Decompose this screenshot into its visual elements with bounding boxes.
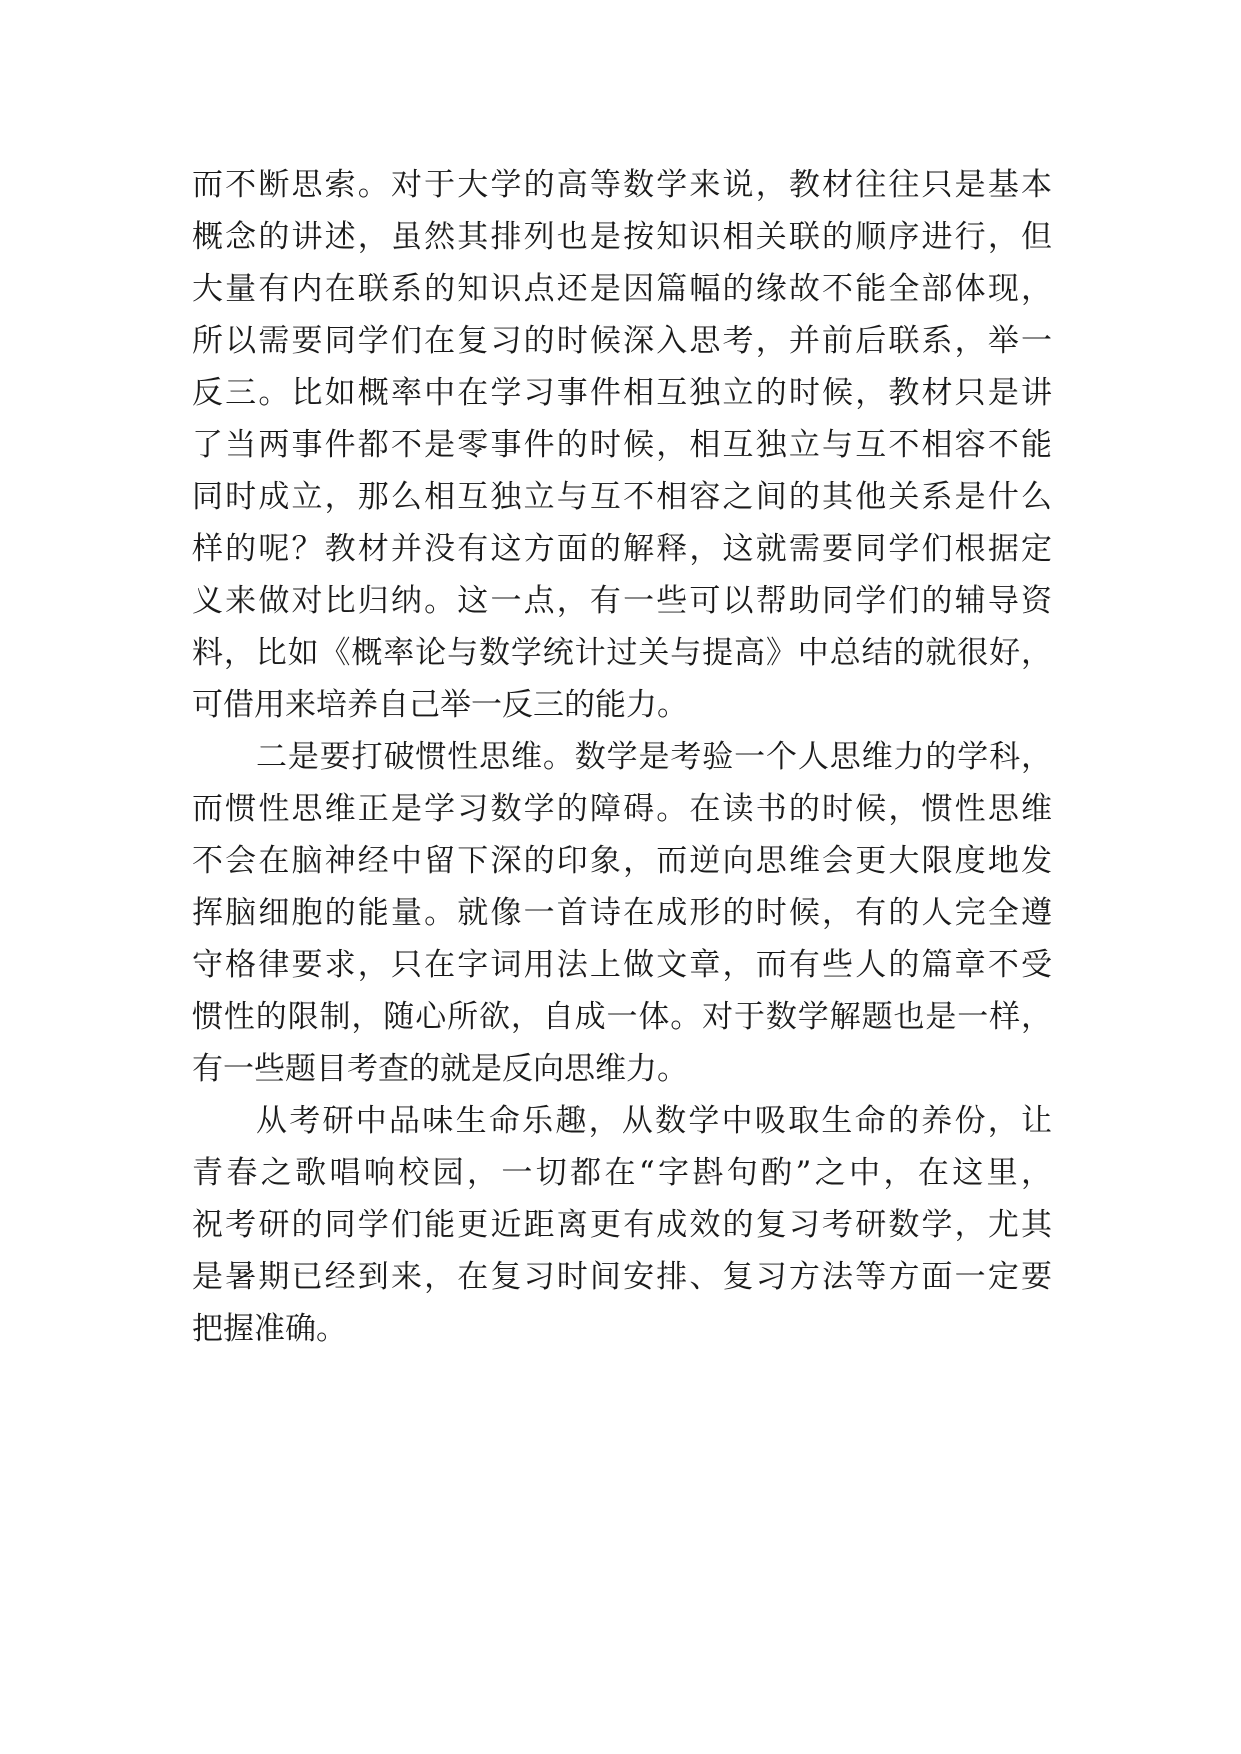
paragraph-2 — [192, 731, 1052, 1095]
text-line: 有一些题目考查的就是反向思维力。 — [192, 1051, 688, 1087]
text-line: 料，比如《概率论与数学统计过关与提高》中总结的就很好， — [192, 635, 1052, 671]
text-line: 了当两事件都不是零事件的时候，相互独立与互不相容不能 — [192, 427, 1052, 463]
text-line: 概念的讲述，虽然其排列也是按知识相关联的顺序进行，但 — [192, 219, 1052, 255]
text-line: 同时成立，那么相互独立与互不相容之间的其他关系是什么 — [192, 479, 1052, 515]
text-line: 反三。比如概率中在学习事件相互独立的时候，教材只是讲 — [192, 375, 1052, 411]
text-line: 样的呢？教材并没有这方面的解释，这就需要同学们根据定 — [192, 531, 1052, 567]
text-line: 守格律要求，只在字词用法上做文章，而有些人的篇章不受 — [192, 947, 1052, 983]
text-line: 义来做对比归纳。这一点，有一些可以帮助同学们的辅导资 — [192, 583, 1052, 619]
text-line: 而惯性思维正是学习数学的障碍。在读书的时候，惯性思维 — [192, 791, 1052, 827]
text-line: 祝考研的同学们能更近距离更有成效的复习考研数学，尤其 — [192, 1207, 1052, 1243]
text-line: 把握准确。 — [192, 1311, 347, 1347]
paragraph-3 — [192, 1095, 1052, 1355]
text-line: 大量有内在联系的知识点还是因篇幅的缘故不能全部体现， — [192, 271, 1052, 307]
text-line: 惯性的限制，随心所欲，自成一体。对于数学解题也是一样， — [192, 999, 1052, 1035]
text-line: 所以需要同学们在复习的时候深入思考，并前后联系，举一 — [192, 323, 1052, 359]
text-line: 二是要打破惯性思维。数学是考验一个人思维力的学科， — [256, 739, 1052, 775]
text-line: 青春之歌唱响校园，一切都在“字斟句酌”之中，在这里， — [192, 1155, 1052, 1191]
text-line: 可借用来培养自己举一反三的能力。 — [192, 687, 688, 723]
document-body — [192, 159, 1052, 1355]
text-line: 不会在脑神经中留下深的印象，而逆向思维会更大限度地发 — [192, 843, 1052, 879]
text-line: 是暑期已经到来，在复习时间安排、复习方法等方面一定要 — [192, 1259, 1052, 1295]
paragraph-1 — [192, 159, 1052, 731]
text-line: 而不断思索。对于大学的高等数学来说，教材往往只是基本 — [192, 167, 1052, 203]
text-line: 从考研中品味生命乐趣，从数学中吸取生命的养份，让 — [256, 1103, 1052, 1139]
text-line: 挥脑细胞的能量。就像一首诗在成形的时候，有的人完全遵 — [192, 895, 1052, 931]
